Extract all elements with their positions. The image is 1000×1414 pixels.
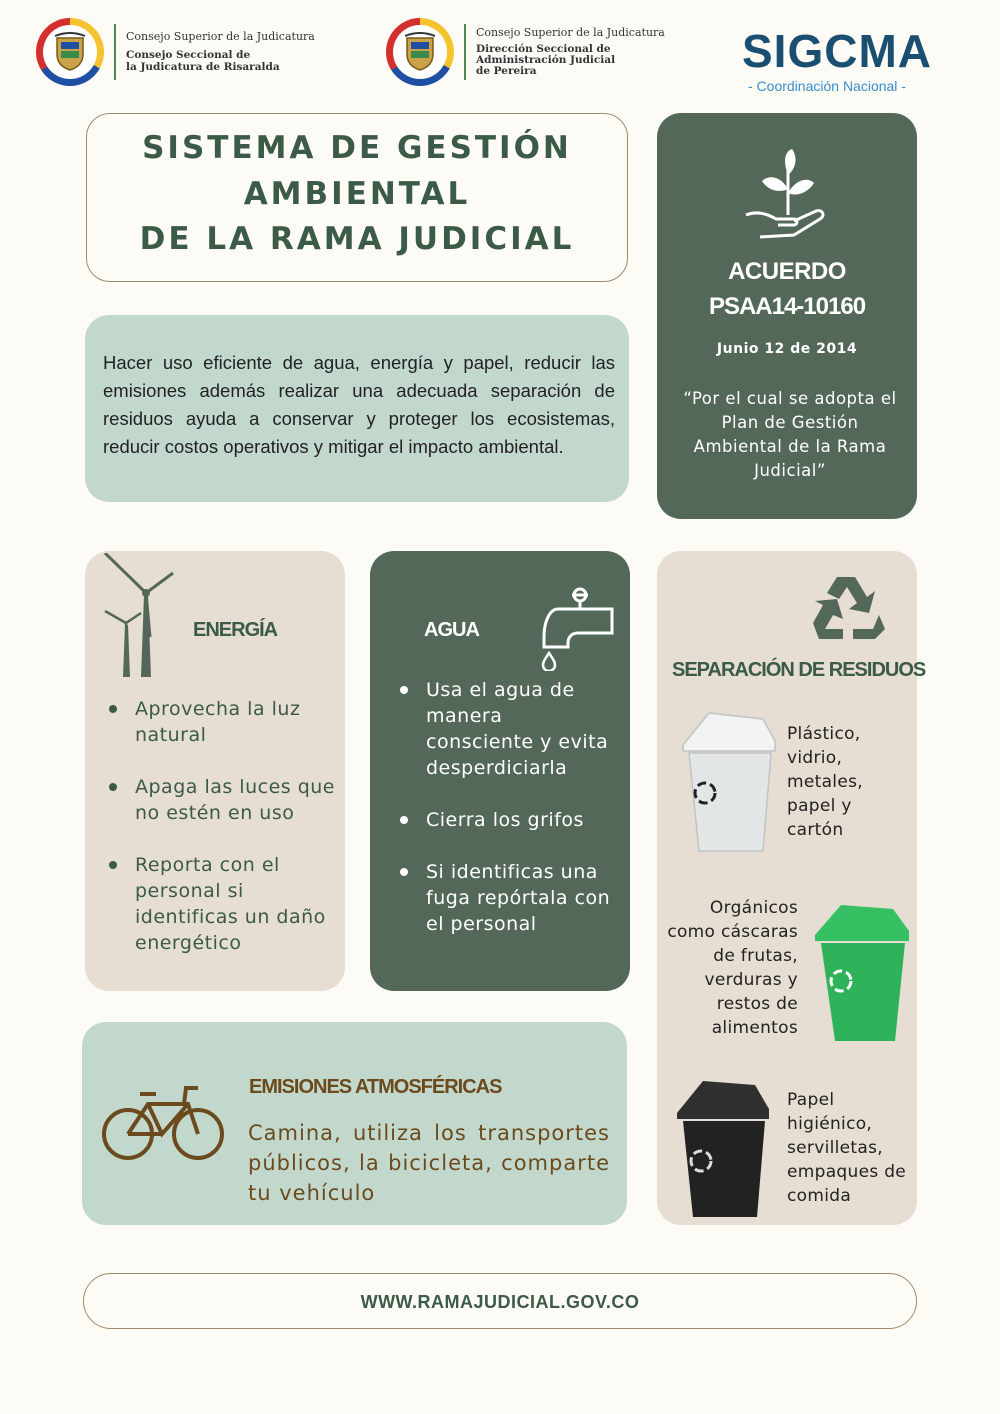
trash-bin-icon — [809, 901, 911, 1047]
residuos-green-text: Orgánicos como cáscaras de frutas, verduras y restos de alimentos — [667, 898, 798, 1038]
energia-list — [111, 696, 337, 982]
acuerdo-title: ACUERDO — [728, 258, 846, 285]
trash-bin-icon — [675, 711, 779, 857]
acuerdo-date: Junio 12 de 2014 — [716, 341, 858, 357]
title-box — [86, 113, 628, 282]
logo1-line3: la Judicatura de Risaralda — [126, 61, 280, 73]
title-line-1: SISTEMA DE GESTIÓN — [142, 130, 572, 166]
logo1-line2: Consejo Seccional de — [126, 49, 251, 61]
list-item: Si identificas una fuga repórtala con el personal — [402, 859, 612, 937]
logo-risaralda — [36, 18, 315, 86]
energia-title: ENERGÍA — [193, 619, 278, 641]
logo2-line2: Dirección Seccional de — [476, 43, 611, 55]
agua-list — [402, 677, 612, 963]
coat-of-arms-icon — [36, 18, 104, 86]
agua-card — [370, 551, 630, 991]
logo2-line4: de Pereira — [476, 65, 537, 77]
sigcma-subtitle: - Coordinación Nacional - — [748, 78, 906, 94]
logo2-line1: Consejo Superior de la Judicatura — [476, 26, 665, 39]
list-item: Aprovecha la luz natural — [111, 696, 337, 748]
emisiones-title: EMISIONES ATMOSFÉRICAS — [249, 1076, 502, 1098]
intro-text: Hacer uso eficiente de agua, energía y papel, reducir las emisiones además realizar una adecuada separación de residuos ayuda a conservar y proteger los ecosistemas, reducir costos operativos y mitigar el impacto ambiental. — [103, 352, 615, 457]
energia-card — [85, 551, 345, 991]
logo-pereira — [386, 18, 665, 86]
recycle-icon — [809, 573, 887, 643]
wind-turbine-icon — [103, 553, 175, 679]
list-item: Apaga las luces que no estén en uso — [111, 774, 337, 826]
coat-of-arms-icon — [386, 18, 454, 86]
plant-in-hand-icon — [742, 145, 832, 241]
footer — [83, 1273, 917, 1329]
trash-bin-icon — [671, 1079, 771, 1221]
residuos-title: SEPARACIÓN DE RESIDUOS — [672, 659, 926, 681]
residuos-black-text: Papel higiénico, servilletas, empaques de comida — [787, 1090, 907, 1206]
list-item: Cierra los grifos — [402, 807, 612, 833]
acuerdo-box — [657, 113, 917, 519]
title-line-2: AMBIENTAL — [243, 176, 471, 212]
agua-title: AGUA — [424, 619, 479, 641]
intro-box — [85, 315, 629, 502]
acuerdo-quote: “Por el cual se adopta el Plan de Gestión Ambiental de la Rama Judicial” — [683, 389, 897, 480]
title-line-3: DE LA RAMA JUDICIAL — [139, 221, 575, 257]
residuos-card — [657, 551, 926, 1225]
logo2-line3: Administración Judicial — [476, 54, 616, 66]
residuos-white-text: Plástico, vidrio, metales, papel y cartón — [787, 724, 863, 840]
list-item: Usa el agua de manera consciente y evita desperdiciarla — [402, 677, 612, 781]
bicycle-icon — [100, 1084, 226, 1162]
sigcma-logo: SIGCMA — [742, 25, 932, 77]
acuerdo-number: PSAA14-10160 — [708, 293, 866, 320]
emisiones-text: Camina, utiliza los transportes públicos, la bicicleta, comparte tu vehículo — [248, 1121, 610, 1205]
emisiones-card — [82, 1022, 627, 1225]
faucet-icon — [538, 587, 614, 671]
list-item: Reporta con el personal si identificas un daño energético — [111, 852, 337, 956]
website-link[interactable]: WWW.RAMAJUDICIAL.GOV.CO — [360, 1292, 640, 1312]
logo1-line1: Consejo Superior de la Judicatura — [126, 30, 315, 43]
